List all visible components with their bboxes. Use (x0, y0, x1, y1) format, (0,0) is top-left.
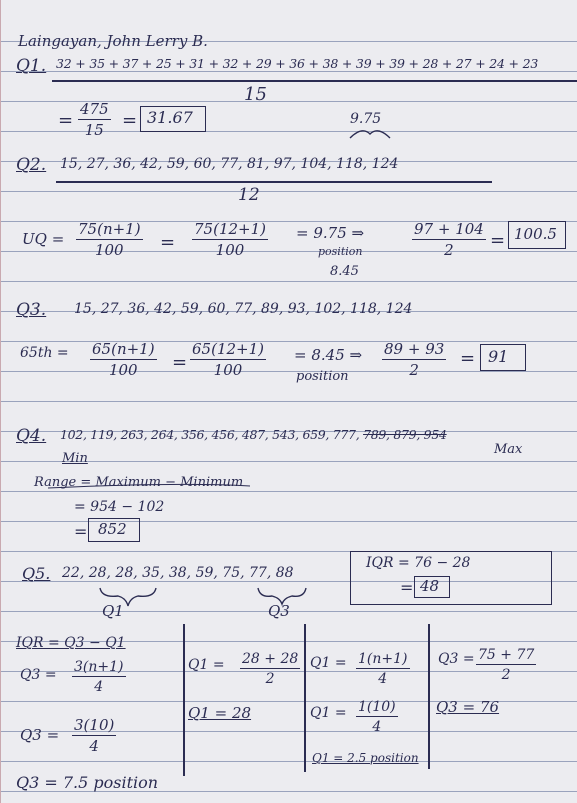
q1-side-note: 9.75 (350, 111, 382, 127)
q4-label: Q4. (16, 426, 47, 446)
q5-q1-tag: Q1 (102, 602, 124, 620)
q1-equals-2: = (122, 110, 138, 131)
q2-formula-2-denominator: 100 (215, 241, 245, 259)
q3-formula-1-denominator: 100 (108, 361, 138, 379)
q1-brace (100, 588, 156, 606)
q5-col3-q1-numerator-2: 1(10) (358, 699, 396, 715)
q3-brace (258, 588, 306, 604)
q2-uq-label: UQ = (22, 230, 65, 248)
q3-equals: = (172, 352, 188, 373)
q4-data-struck: 789, 879, 954 (363, 427, 447, 442)
q5-col2-q1-denominator: 2 (265, 671, 275, 687)
q5-col3-q1-denominator-2: 4 (372, 719, 382, 735)
q5-q3-tag: Q3 (268, 602, 290, 620)
q1-count: 15 (244, 84, 267, 105)
q5-col1-q3-denominator: 4 (94, 679, 104, 695)
q1-equals: = (58, 110, 74, 131)
q3-formula-2-numerator: 65(12+1) (192, 340, 264, 358)
q3-formula-2-denominator: 100 (213, 361, 243, 379)
q5-label: Q5. (22, 564, 51, 583)
q5-col4-q3-numerator: 75 + 77 (478, 647, 535, 663)
q5-col2-q1-numerator: 28 + 28 (242, 651, 299, 667)
q5-iqr-line: IQR = 76 − 28 (366, 555, 471, 571)
q5-col3-q1-denominator: 4 (378, 671, 388, 687)
q5-col1-q3-lhs-2: Q3 = (20, 726, 60, 744)
q5-col3-q1-lhs-2: Q1 = (310, 705, 347, 721)
q5-col4-q3-lhs: Q3 = (438, 651, 475, 667)
q4-data-main: 102, 119, 263, 264, 356, 456, 487, 543, 659, 777, (60, 427, 364, 442)
q5-col1-q3-lhs: Q3 = (20, 667, 57, 683)
q5-col4-q3-denominator: 2 (501, 667, 511, 683)
q4-range-formula: Range = Maximum − Minimum (34, 475, 244, 490)
q5-col2-q1-lhs: Q1 = (188, 657, 225, 673)
q5-col4-q3-result: Q3 = 76 (436, 698, 500, 716)
q3-position-value: = 8.45 ⇒ (294, 346, 363, 364)
q2-position-value: = 9.75 ⇒ (296, 224, 365, 242)
q5-col3-q1-lhs: Q1 = (310, 655, 347, 671)
q2-equals-2: = (490, 230, 506, 251)
q2-formula-1-denominator: 100 (94, 241, 124, 259)
q4-underline (48, 484, 250, 488)
q3-label: Q3. (16, 300, 47, 320)
q2-data: 15, 27, 36, 42, 59, 60, 77, 81, 97, 104, 118, 124 (60, 156, 399, 172)
q5-iqr-equals: = (400, 578, 414, 597)
q5-col3-q1-numerator: 1(n+1) (358, 651, 408, 667)
q2-equals: = (160, 232, 176, 253)
q3-answer: 91 (488, 347, 509, 366)
q3-data: 15, 27, 36, 42, 59, 60, 77, 89, 93, 102, 118, 124 (74, 301, 413, 317)
q2-answer: 100.5 (514, 225, 557, 243)
q2-count: 12 (238, 185, 260, 205)
q1-fraction-denominator: 15 (84, 121, 104, 139)
q3-average-numerator: 89 + 93 (384, 340, 445, 358)
q4-max-label: Max (494, 442, 523, 457)
author-name: Laingayan, John Lerry B. (18, 32, 208, 50)
q2-average-denominator: 2 (444, 241, 454, 259)
q2-label: Q2. (16, 155, 47, 175)
q1-fraction-numerator: 475 (80, 100, 109, 118)
q5-col1-q3-numerator-2: 3(10) (74, 716, 115, 734)
q5-iqr-answer: 48 (420, 577, 440, 595)
q5-col1-q3-denominator-2: 4 (89, 737, 99, 755)
q2-position-word: position (318, 245, 363, 258)
q1-label: Q1. (16, 56, 47, 76)
q3-position-word: position (296, 369, 349, 384)
q5-col1-iqr-formula: IQR = Q3 − Q1 (16, 635, 126, 651)
q5-data: 22, 28, 28, 35, 38, 59, 75, 77, 88 (62, 565, 294, 581)
q1-note-brace (350, 131, 390, 138)
q4-min-label: Min (62, 451, 88, 466)
q4-range-step: = 954 − 102 (74, 499, 165, 515)
q5-col2-q1-result: Q1 = 28 (188, 704, 252, 722)
q2-average-numerator: 97 + 104 (414, 220, 484, 238)
q1-answer: 31.67 (147, 108, 193, 127)
q1-sum-expression: 32 + 35 + 37 + 25 + 31 + 32 + 29 + 36 + 38 + 39 + 39 + 28 + 27 + 24 + 23 (56, 56, 539, 71)
q4-equals: = (74, 522, 88, 541)
q5-col1-q3-position: Q3 = 7.5 position (16, 773, 159, 792)
q3-percentile-label: 65th = (20, 345, 69, 361)
q5-col1-q3-numerator: 3(n+1) (74, 659, 124, 675)
q5-col3-q1-position: Q1 = 2.5 position (312, 751, 419, 765)
q3-formula-1-numerator: 65(n+1) (92, 340, 155, 358)
q2-formula-1-numerator: 75(n+1) (78, 220, 141, 238)
q3-equals-2: = (460, 348, 476, 369)
q3-average-denominator: 2 (409, 361, 419, 379)
q2-formula-2-numerator: 75(12+1) (194, 220, 266, 238)
q4-answer: 852 (98, 520, 127, 538)
q2-side-note: 8.45 (330, 264, 359, 279)
